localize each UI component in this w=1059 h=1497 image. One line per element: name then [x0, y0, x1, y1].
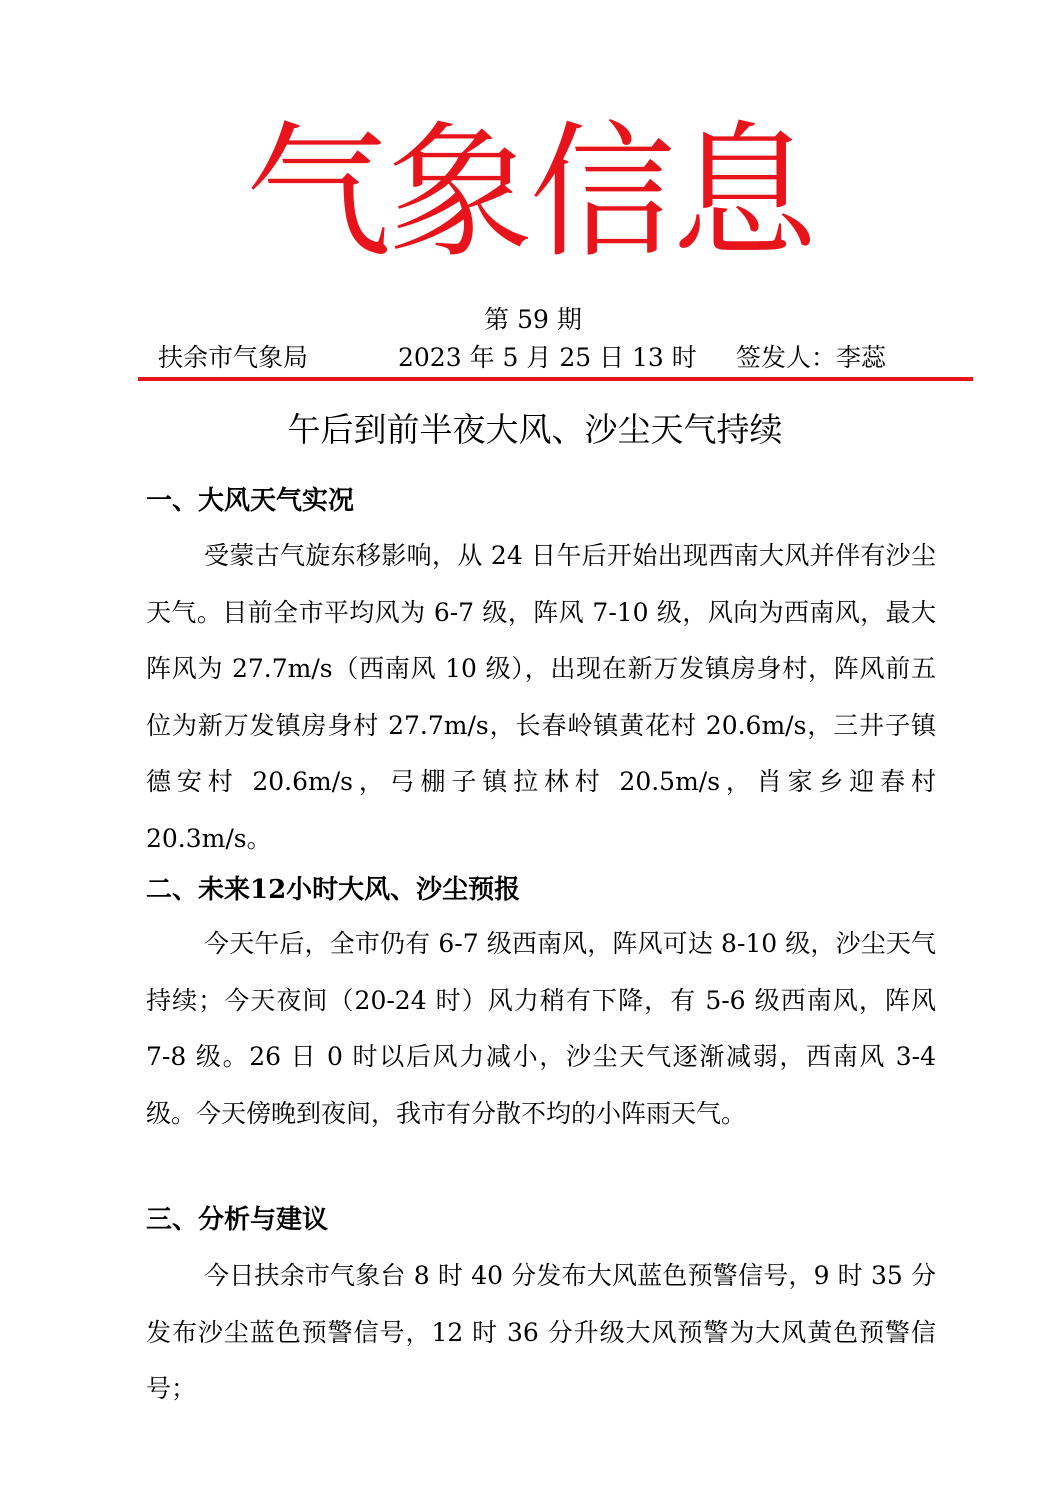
- issue-number: 第 59 期: [484, 305, 582, 334]
- document-title: 午后到前半夜大风、沙尘天气持续: [287, 410, 783, 449]
- section-heading-forecast: 二、未来12小时大风、沙尘预报: [146, 875, 521, 905]
- section-body-forecast: 今天午后，全市仍有 6-7 级西南风，阵风可达 8-10 级，沙尘天气持续；今天夜间（20-24 时）风力稍有下降，有 5-6 级西南风，阵风 7-8 级。26 日 0 时以后风力减小，沙尘天气逐渐减弱，西南风 3-4 级。今天傍晚到夜间，我市有分散不均的小阵雨天气。: [146, 929, 936, 1128]
- section-body-observations: 受蒙古气旋东移影响，从 24 日午后开始出现西南大风并伴有沙尘天气。目前全市平均风为 6-7 级，阵风 7-10 级，风向为西南风，最大阵风为 27.7m/s（西南风 10 级），出现在新万发镇房身村，阵风前五位为新万发镇房身村 27.7m/s，长春岭镇黄花村 20.6m/s，三井子镇德安村 20.6m/s，弓棚子镇拉林村 20.5m/s，肖家乡迎春村 20.3m/s。: [146, 541, 936, 853]
- section-heading-observations: 一、大风天气实况: [146, 486, 355, 516]
- issuing-agency: 扶余市气象局: [158, 343, 309, 372]
- issue-date-time: 2023 年 5 月 25 日 13 时: [398, 343, 697, 372]
- red-divider: [138, 377, 973, 381]
- issuer: 签发人：李蕊: [736, 343, 887, 372]
- masthead-title: 气象信息: [245, 108, 814, 278]
- section-body-advice: 今日扶余市气象台 8 时 40 分发布大风蓝色预警信号，9 时 35 分发布沙尘蓝色预警信号，12 时 36 分升级大风预警为大风黄色预警信号；: [146, 1261, 936, 1403]
- section-heading-advice: 三、分析与建议: [146, 1205, 329, 1235]
